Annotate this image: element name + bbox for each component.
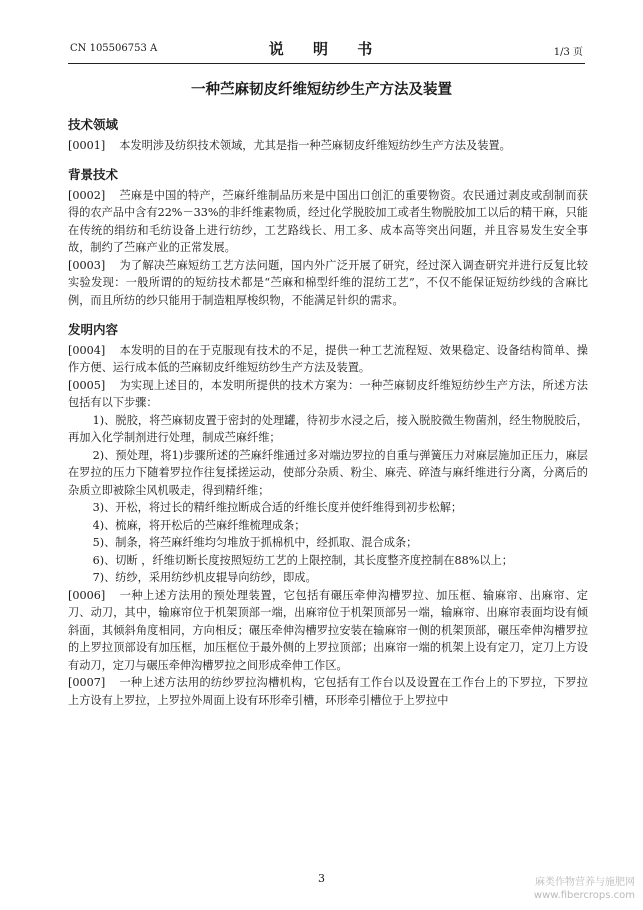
paragraph-text: 为实现上述目的，本发明所提供的技术方案为：一种苎麻韧皮纤维短纺纱生产方法，所述方法包括有以下步骤： bbox=[68, 378, 588, 409]
paragraph bbox=[68, 257, 588, 310]
document-type: 说 明 书 bbox=[268, 40, 385, 58]
paragraph bbox=[68, 137, 588, 155]
method-step: 2)、预处理，将1)步骤所述的苎麻纤维通过多对端边罗拉的自重与弹簧压力对麻层施加正压力，麻层在罗拉的压力下随着罗拉作往复揉搓运动，使部分杂质、粉尘、麻壳、碎渣与麻纤维进行分离，分离后的杂质立即被除尘风机吸走，得到精纤维； bbox=[68, 448, 588, 497]
watermark-url: www.fibercrops.com bbox=[533, 890, 635, 901]
section-heading: 技术领域 bbox=[68, 117, 119, 132]
header-divider bbox=[68, 63, 585, 64]
method-step: 4)、梳麻，将开松后的苎麻纤维梳理成条； bbox=[92, 518, 306, 532]
page-count: 1/3 页 bbox=[553, 47, 583, 58]
watermark-line: 麻类作物营养与施肥网 bbox=[535, 877, 635, 888]
paragraph bbox=[68, 342, 588, 377]
paragraph-text: 为了解决苎麻短纺工艺方法问题，国内外广泛开展了研究，经过深入调查研究并进行反复比较实验发现：一般所谓的的短纺技术都是“苎麻和棉型纤维的混纺工艺”，不仅不能保证短纺纱线的含麻比例，而且所纺的纱只能用于制造粗厚梭织物，不能满足针织的需求。 bbox=[68, 258, 588, 307]
paragraph-number: [0005] bbox=[68, 378, 106, 392]
section-heading: 背景技术 bbox=[68, 167, 119, 182]
paragraph-number: [0007] bbox=[68, 676, 106, 689]
section-heading: 发明内容 bbox=[68, 322, 119, 337]
paragraph-number: [0001] bbox=[68, 138, 106, 152]
method-step: 3)、开松，将过长的精纤维拉断成合适的纤维长度并使纤维得到初步松解； bbox=[92, 501, 463, 514]
patent-number: CN 105506753 A bbox=[70, 43, 158, 54]
page-number: 3 bbox=[318, 872, 325, 885]
paragraph-text: 一种上述方法用的预处理装置，它包括有碾压牵伸沟槽罗拉、加压框、输麻帘、出麻帘、定刀、动刀，其中，输麻帘位于机架顶部一端，出麻帘位于机架顶部另一端，输麻帘、出麻帘表面均设有倾斜面，其倾斜角度相同，方向相反；碾压牵伸沟槽罗拉安装在输麻帘一侧的机架顶部，碾压牵伸沟槽罗拉的上罗拉顶部设有加压框，加压框位于最外侧的上罗拉顶部；出麻帘一端的机架上设有定刀，定刀上方设有动刀，定刀与碾压牵伸沟槽罗拉之间形成牵伸工作区。 bbox=[68, 588, 588, 672]
paragraph bbox=[68, 187, 588, 257]
method-step: 5)、制条，将苎麻纤维均匀堆放于抓棉机中，经抓取、混合成条； bbox=[92, 536, 418, 549]
method-step: 7)、纺纱，采用纺纱机皮辊导向纺纱，即成。 bbox=[92, 571, 317, 584]
paragraph bbox=[68, 674, 588, 709]
paragraph-text: 本发明的目的在于克服现有技术的不足，提供一种工艺流程短、效果稳定、设备结构简单、操作方便、运行成本低的苎麻韧皮纤维短纺纱生产方法及装置。 bbox=[68, 343, 588, 374]
paragraph-number: [0006] bbox=[68, 588, 106, 602]
method-step: 1)、脱胶，将苎麻韧皮置于密封的处理罐，待初步水浸之后，接入脱胶微生物菌剂，经生物脱胶后，再加入化学制剂进行处理，制成苎麻纤维； bbox=[68, 413, 588, 444]
page-header bbox=[70, 38, 583, 60]
paragraph-number: [0002] bbox=[68, 188, 106, 202]
paragraph-text: 一种上述方法用的纺纱罗拉沟槽机构，它包括有工作台以及设置在工作台上的下罗拉，下罗拉上方设有上罗拉，上罗拉外周面上设有环形牵引槽，环形牵引槽位于上罗拉中 bbox=[68, 676, 588, 707]
watermark bbox=[534, 876, 635, 902]
paragraph bbox=[68, 587, 588, 675]
paragraph bbox=[68, 377, 588, 412]
paragraph-number: [0003] bbox=[68, 258, 106, 272]
paragraph-text: 苎麻是中国的特产，苎麻纤维制品历来是中国出口创汇的重要物资。农民通过剥皮或刮制而获得的农产品中含有22%－33%的非纤维素物质，经过化学脱胶加工或者生物脱胶加工以后的精干麻，只能在传统的绢纺和毛纺设备上进行纺纱，工艺路线长、用工多、成本高等突出问题，并且容易发生安全事故，制约了苎麻产业的正常发展。 bbox=[68, 188, 588, 254]
document-body bbox=[68, 116, 588, 709]
paragraph-number: [0004] bbox=[68, 343, 106, 357]
document-title: 一种苎麻韧皮纤维短纺纱生产方法及装置 bbox=[191, 81, 452, 98]
method-step: 6)、切断 ，纤维切断长度按照短纺工艺的上限控制，其长度整齐度控制在88%以上； bbox=[92, 553, 513, 567]
paragraph-text: 本发明涉及纺织技术领域，尤其是指一种苎麻韧皮纤维短纺纱生产方法及装置。 bbox=[119, 138, 511, 152]
